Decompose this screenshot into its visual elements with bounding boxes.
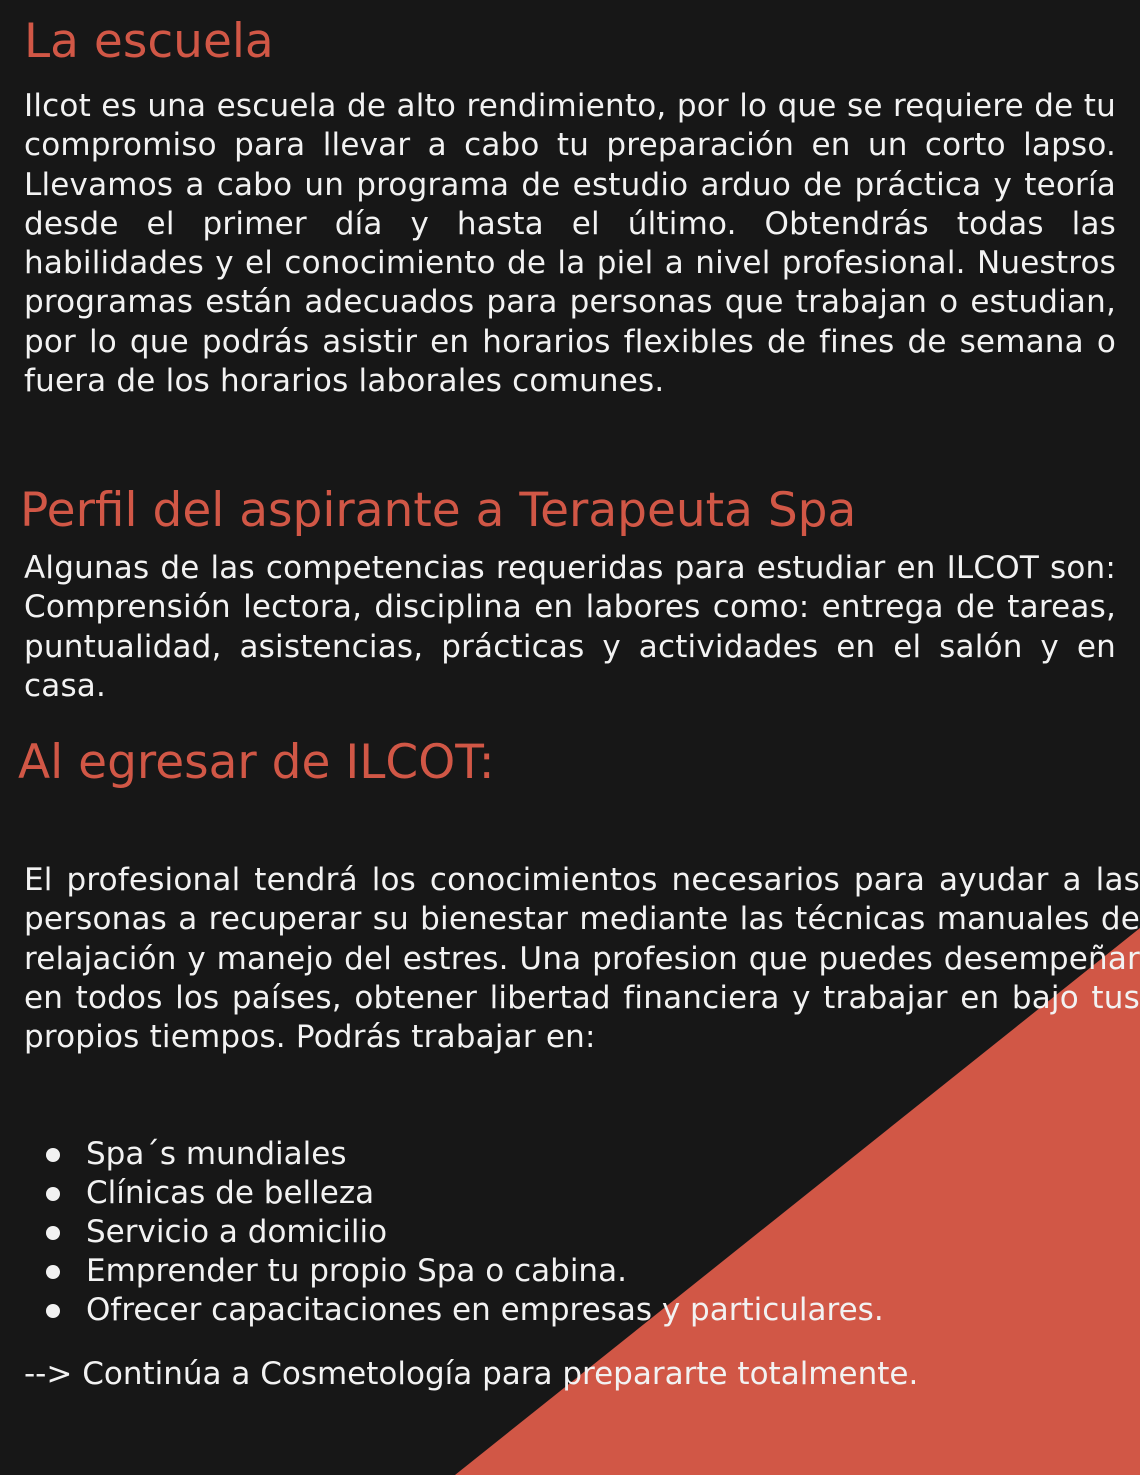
section-title-escuela: La escuela: [24, 14, 274, 69]
bullet-icon: [46, 1304, 60, 1318]
list-item-label: Emprender tu propio Spa o cabina.: [86, 1253, 627, 1289]
list-item: [24, 1291, 884, 1330]
bullet-icon: [46, 1187, 60, 1201]
list-item: [24, 1135, 884, 1174]
list-item-label: Servicio a domicilio: [86, 1214, 388, 1250]
section-title-perfil: Perfil del aspirante a Terapeuta Spa: [20, 483, 857, 538]
section-body-escuela: Ilcot es una escuela de alto rendimiento, por lo que se requiere de tu compromiso para llevar a cabo tu preparación en un corto lapso. Llevamos a cabo un programa de estudio arduo de práctica y teoría desde el primer día y hasta el último. Obtendrás todas las habilidades y el conocimiento de la piel a nivel profesional. Nuestros programas están adecuados para personas que trabajan o estudian, por lo que podrás asistir en horarios flexibles de fines de semana o fuera de los horarios laborales comunes.: [24, 88, 1116, 400]
bullet-icon: [46, 1265, 60, 1279]
list-item-label: Clínicas de belleza: [86, 1175, 375, 1211]
section-title-egresar: Al egresar de ILCOT:: [18, 735, 495, 790]
workplace-list: [24, 1135, 884, 1330]
list-item: [24, 1213, 884, 1252]
bullet-icon: [46, 1148, 60, 1162]
bullet-icon: [46, 1226, 60, 1240]
continue-note: --> Continúa a Cosmetología para prepararte totalmente.: [24, 1356, 919, 1392]
list-item: [24, 1174, 884, 1213]
list-item: [24, 1252, 884, 1291]
list-item-label: Spa´s mundiales: [86, 1136, 347, 1172]
section-body-perfil: Algunas de las competencias requeridas para estudiar en ILCOT son: Comprensión lectora, disciplina en labores como: entrega de tareas, puntualidad, asistencias, prácticas y actividades en el salón y en casa.: [24, 550, 1116, 704]
list-item-label: Ofrecer capacitaciones en empresas y particulares.: [86, 1292, 884, 1328]
section-body-egresar: El profesional tendrá los conocimientos necesarios para ayudar a las personas a recuperar su bienestar mediante las técnicas manuales de relajación y manejo del estres. Una profesion que puedes desempeñar en todos los países, obtener libertad financiera y trabajar en bajo tus propios tiempos. Podrás trabajar en:: [24, 862, 1140, 1056]
